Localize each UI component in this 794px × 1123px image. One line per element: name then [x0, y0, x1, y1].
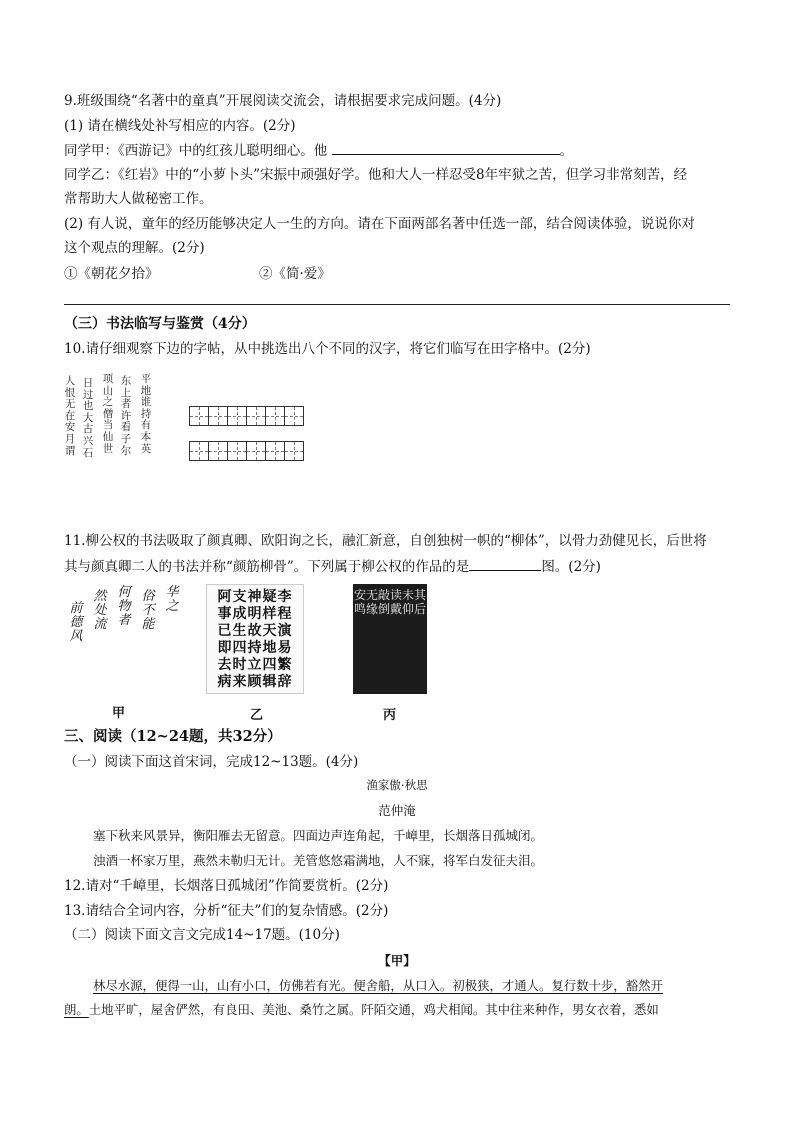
- copybook-column: 东上者许看子尔: [120, 375, 132, 457]
- passage-line-1: 林尽水源，便得一山，山有小口，仿佛若有光。便舍船，从口入。初极狭，才通人。复行数十步，豁然开: [93, 978, 663, 993]
- q9-option-1: ①《朝花夕拾》: [64, 266, 159, 282]
- calligraphy-bing-column: 未仰: [402, 588, 415, 616]
- calligraphy-jia-column: 前德风: [69, 601, 83, 644]
- poem-author: 范仲淹: [378, 803, 416, 818]
- tianzige-cell[interactable]: [228, 442, 247, 460]
- q11-answer-blank[interactable]: [469, 556, 541, 571]
- calligraphy-jia-column: 然处流: [93, 589, 107, 632]
- calligraphy-bing-column: 读戴: [390, 588, 403, 616]
- q11-text-end: 图。(2分): [541, 559, 601, 575]
- passage-text: 土地平旷，屋舍俨然，有良田、美池、桑竹之属。阡陌交通，鸡犬相闻。其中往来种作，男女衣着，悉如: [88, 1002, 659, 1017]
- calligraphy-jia-image: [64, 584, 184, 692]
- q11-line2: [64, 556, 601, 577]
- tianzige-cell[interactable]: [190, 442, 209, 460]
- tianzige-cell[interactable]: [209, 407, 228, 425]
- q9-sub1: (1) 请在横线处补写相应的内容。(2分): [64, 118, 296, 134]
- tianzige-grid-2[interactable]: [189, 441, 304, 461]
- tianzige-cell[interactable]: [190, 407, 209, 425]
- q10-text: 10.请仔细观察下边的字帖，从中挑选出八个不同的汉字，将它们临写在田字格中。(2分): [64, 341, 591, 357]
- q9-student-yi-line1: 同学乙：《红岩》中的“小萝卜头”宋振中顽强好学。他和大人一样忍受8年牢狱之苦，但学习非常刻苦，经: [64, 167, 688, 183]
- tianzige-grid-1[interactable]: [189, 406, 304, 426]
- tianzige-cell[interactable]: [209, 442, 228, 460]
- tianzige-cell[interactable]: [266, 407, 285, 425]
- q11-line1: 11.柳公权的书法吸取了颜真卿、欧阳询之长，融汇新意，自创独树一帜的“柳体”，以骨力劲健见长，后世将: [64, 533, 707, 549]
- caption-bing: 丙: [383, 708, 397, 723]
- part3-title: 三、阅读（12~24题，共32分）: [64, 728, 282, 745]
- tianzige-cell[interactable]: [285, 442, 303, 460]
- q11-text: 其与颜真卿二人的书法并称“颜筋柳骨”。下列属于柳公权的作品的是: [64, 559, 470, 575]
- tianzige-cell[interactable]: [266, 442, 285, 460]
- calligraphy-yi-row: 事成明样程: [217, 606, 293, 622]
- tianzige-cell[interactable]: [247, 407, 266, 425]
- passage-jia-marker: 【甲】: [378, 953, 416, 968]
- poem-line-2: 浊酒一杯家万里，燕然未勒归无计。羌管悠悠霜满地，人不寐，将军白发征夫泪。: [93, 853, 544, 868]
- q12-text: 12.请对“千嶂里，长烟落日孤城闭”作简要赏析。(2分): [64, 878, 389, 894]
- q9-sub2-line2: 这个观点的理解。(2分): [64, 240, 205, 256]
- copybook-image: [64, 372, 156, 512]
- tianzige-cell[interactable]: [285, 407, 303, 425]
- calligraphy-yi-row: 病来顾辑辞: [217, 674, 293, 690]
- calligraphy-jia-column: 俗不能: [141, 589, 155, 632]
- q13-text: 13.请结合全词内容，分析“征夫”们的复杂情感。(2分): [64, 903, 389, 919]
- section-divider: [64, 304, 730, 305]
- calligraphy-yi-row: 去时立四繁: [217, 657, 293, 673]
- q9-answer-blank[interactable]: [332, 140, 560, 155]
- calligraphy-jia-column: 华之: [165, 585, 179, 614]
- calligraphy-yi-row: 阿支神疑李: [217, 589, 293, 605]
- part3-sub2: （二）阅读下面文言文完成14~17题。(10分): [64, 927, 340, 943]
- copybook-column: 人恨无在安月谓: [64, 375, 76, 457]
- calligraphy-bing-image: [353, 584, 427, 694]
- caption-yi: 乙: [250, 708, 264, 723]
- q9-student-jia: [64, 140, 573, 161]
- calligraphy-bing-column: 无缘: [366, 588, 379, 616]
- calligraphy-yi-image: [206, 584, 304, 694]
- calligraphy-bing-column: 敲倒: [378, 588, 391, 616]
- calligraphy-yi-row: 已生故天演: [217, 623, 293, 639]
- caption-jia: 甲: [112, 706, 126, 721]
- copybook-column: 平地谁持有本英: [140, 373, 152, 455]
- q9-option-2: ②《简·爱》: [259, 266, 331, 282]
- q9-jia-text: 同学甲：《西游记》中的红孩儿聪明细心。他: [64, 143, 328, 159]
- poem-line-1: 塞下秋来风景异，衡阳雁去无留意。四面边声连角起，千嶂里，长烟落日孤城闭。: [93, 828, 544, 843]
- calligraphy-bing-column: 其后: [414, 588, 427, 616]
- section3-title: （三）书法临写与鉴赏（4分）: [64, 316, 256, 332]
- part3-sub1: （一）阅读下面这首宋词，完成12~13题。(4分): [64, 754, 359, 770]
- poem-title: 渔家傲·秋思: [366, 778, 428, 792]
- copybook-column: 项山之僧当仙世: [102, 373, 114, 455]
- calligraphy-bing-column: 安鸣: [354, 588, 367, 616]
- tianzige-cell[interactable]: [228, 407, 247, 425]
- q9-student-yi-line2: 常帮助大人做秘密工作。: [64, 191, 213, 207]
- copybook-column: 日过也大古兴石: [82, 377, 94, 459]
- calligraphy-yi-row: 即四持地易: [217, 640, 293, 656]
- q9-sub2-line1: (2) 有人说，童年的经历能够决定人一生的方向。请在下面两部名著中任选一部，结合阅读体验，说说你对: [64, 216, 695, 232]
- passage-underlined: 朗。: [64, 1002, 89, 1017]
- q9-jia-end: 。: [559, 143, 574, 159]
- passage-line-2: [64, 1000, 659, 1020]
- q9-title: 9.班级围绕“名著中的童真”开展阅读交流会，请根据要求完成问题。(4分): [64, 93, 502, 109]
- tianzige-cell[interactable]: [247, 442, 266, 460]
- calligraphy-jia-column: 何物者: [117, 585, 131, 628]
